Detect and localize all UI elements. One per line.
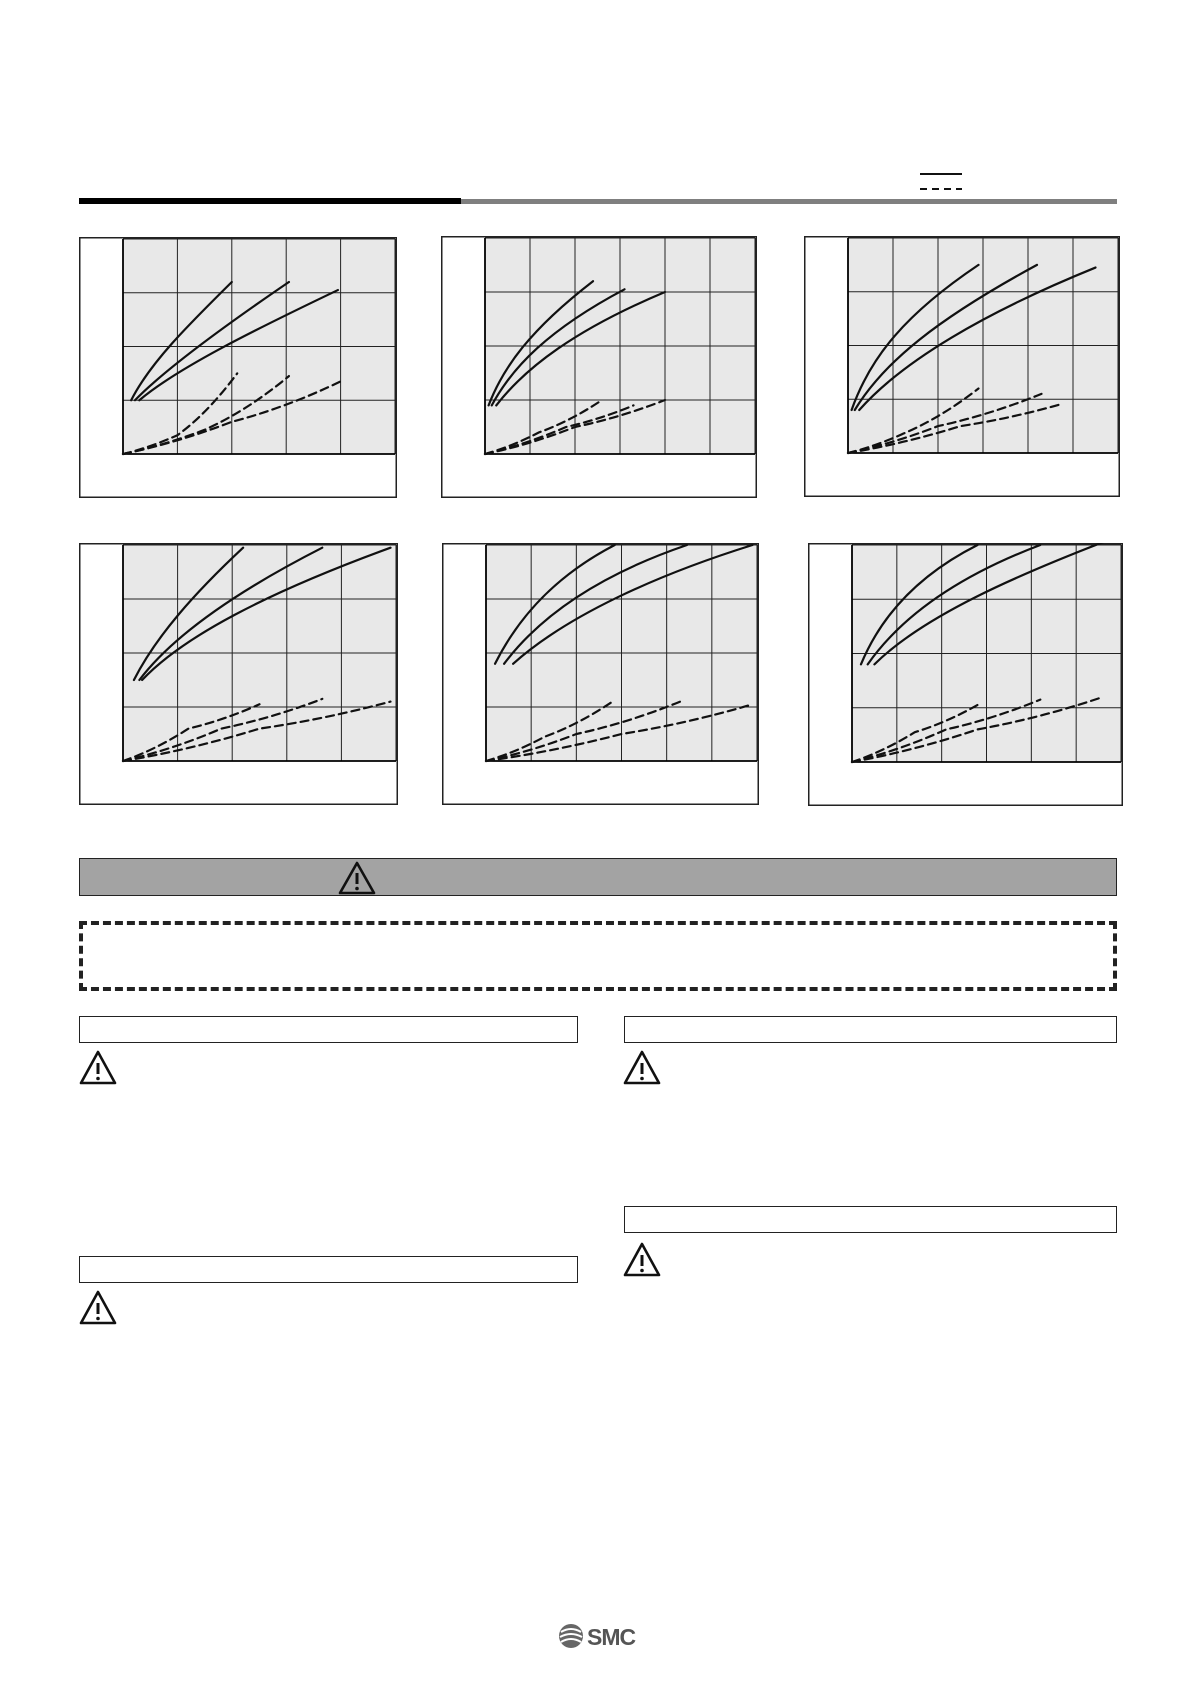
smc-logo-mark bbox=[557, 1622, 585, 1650]
chart-1 bbox=[79, 237, 397, 498]
smc-logo bbox=[557, 1622, 639, 1650]
warning-triangle-icon bbox=[338, 861, 376, 895]
chart-4-svg bbox=[79, 543, 398, 805]
caution-icon-left-2 bbox=[79, 1290, 117, 1326]
chart-2 bbox=[441, 236, 757, 498]
warning-banner bbox=[79, 858, 1117, 896]
header-rule-secondary bbox=[461, 199, 1117, 204]
caution-icon-right-1 bbox=[623, 1050, 661, 1086]
notice-box bbox=[79, 921, 1117, 991]
chart-4 bbox=[79, 543, 398, 805]
header-rule-primary bbox=[79, 198, 461, 204]
line-style-legend bbox=[918, 170, 964, 194]
chart-2-svg bbox=[441, 236, 757, 498]
caution-icon-left-1 bbox=[79, 1050, 117, 1086]
chart-6-svg bbox=[808, 543, 1123, 806]
section-header-right-1 bbox=[624, 1016, 1117, 1043]
section-header-right-2 bbox=[624, 1206, 1117, 1233]
chart-3-svg bbox=[804, 236, 1120, 497]
chart-6 bbox=[808, 543, 1123, 806]
legend-swatches bbox=[918, 170, 964, 194]
chart-1-svg bbox=[79, 237, 397, 498]
caution-icon-right-2 bbox=[623, 1242, 661, 1278]
section-header-left-1 bbox=[79, 1016, 578, 1043]
section-header-left-2 bbox=[79, 1256, 578, 1283]
chart-3 bbox=[804, 236, 1120, 497]
chart-5-svg bbox=[442, 543, 759, 805]
smc-logo-text: SMC bbox=[587, 1624, 636, 1650]
chart-5 bbox=[442, 543, 759, 805]
